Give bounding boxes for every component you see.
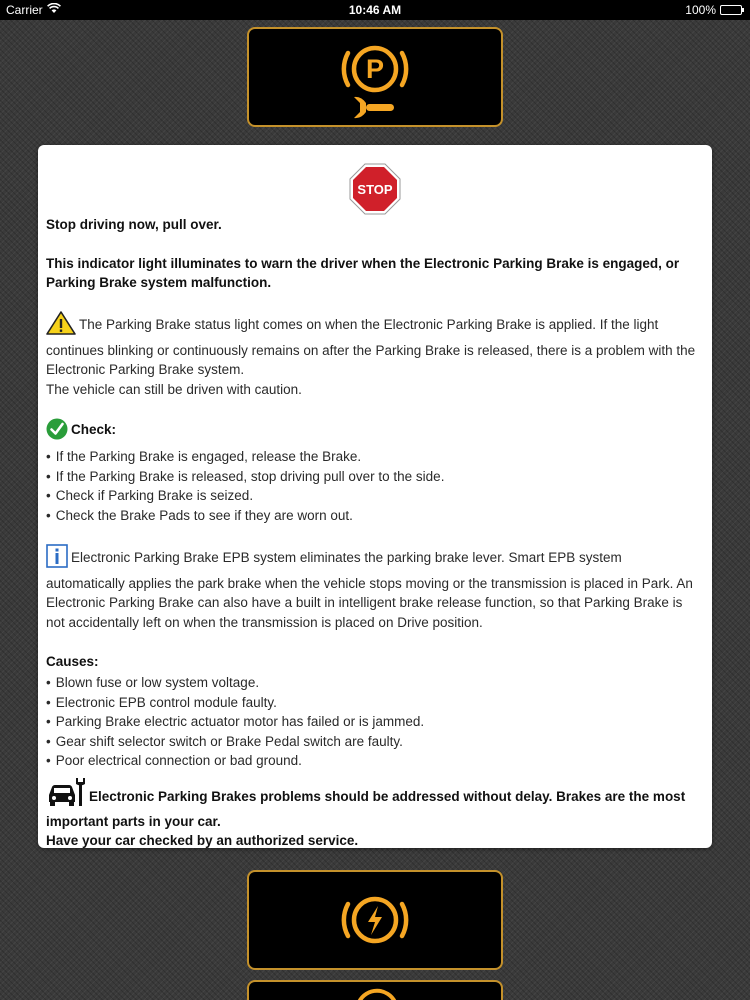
list-item: • Check if Parking Brake is seized. [46,486,704,506]
info-icon [46,544,68,574]
next-indicator-tile[interactable] [247,980,503,1000]
warning-section [46,311,704,399]
info-card [38,145,712,848]
list-item: • If the Parking Brake is released, stop driving pull over to the side. [46,467,704,487]
svg-text:P: P [365,54,385,84]
caution-text: The vehicle can still be driven with caution. [46,381,302,397]
battery-percentage: 100% [685,3,716,17]
list-item: • Electronic EPB control module faulty. [46,693,704,713]
causes-title: Causes: [46,654,99,669]
service-advice-text: Have your car checked by an authorized service. [46,832,359,848]
service-warning-text: Electronic Parking Brakes problems should be addressed without delay. Brakes are the most important parts in your car. [46,788,686,829]
warning-text: The Parking Brake status light comes on when the Electronic Parking Brake is applied. If the light continues blinking or continuously remains on after the Parking Brake is released, there is a problem with the Electronic Parking Brake system. [46,317,696,377]
info-text: Electronic Parking Brake EPB system eliminates the parking brake lever. Smart EPB system automatically applies the park brake when the vehicle stops moving or the transmission is placed in Park. An Electronic Parking Brake can also have a built in intelligent brake release function, so that Parking Brake is not accidentally left on when the transmission is placed on Drive position. [46,550,693,630]
check-title: Check: [71,422,117,437]
list-item: • Gear shift selector switch or Brake Pedal switch are faulty. [46,732,704,752]
battery-icon [720,5,742,15]
check-section [46,418,704,525]
check-icon [46,418,68,447]
stop-sign-label: STOP [357,182,393,197]
list-item: • Check the Brake Pads to see if they are worn out. [46,506,704,526]
electric-brake-indicator-tile[interactable] [247,870,503,970]
warning-icon [46,311,76,341]
stop-sign-icon [349,163,401,215]
car-service-icon [46,777,86,812]
clock: 10:46 AM [348,3,402,17]
parking-brake-wrench-icon [330,33,420,121]
stop-driving-text: Stop driving now, pull over. [46,217,222,232]
parking-brake-indicator-tile[interactable] [247,27,503,127]
brake-arc-icon [347,988,407,1000]
carrier-label: Carrier [6,3,43,17]
service-section [46,777,704,850]
electric-brake-lightning-icon [335,885,415,955]
list-item: • Blown fuse or low system voltage. [46,673,704,693]
causes-list [46,673,704,771]
check-list [46,447,704,525]
status-bar [0,0,750,20]
info-section [46,544,704,632]
intro-text: This indicator light illuminates to warn the driver when the Electronic Parking Brake is engaged, or Parking Brake system malfunction. [46,256,680,290]
list-item: • Parking Brake electric actuator motor has failed or is jammed. [46,712,704,732]
causes-section [46,651,704,771]
list-item: • Poor electrical connection or bad ground. [46,751,704,771]
list-item: • If the Parking Brake is engaged, release the Brake. [46,447,704,467]
